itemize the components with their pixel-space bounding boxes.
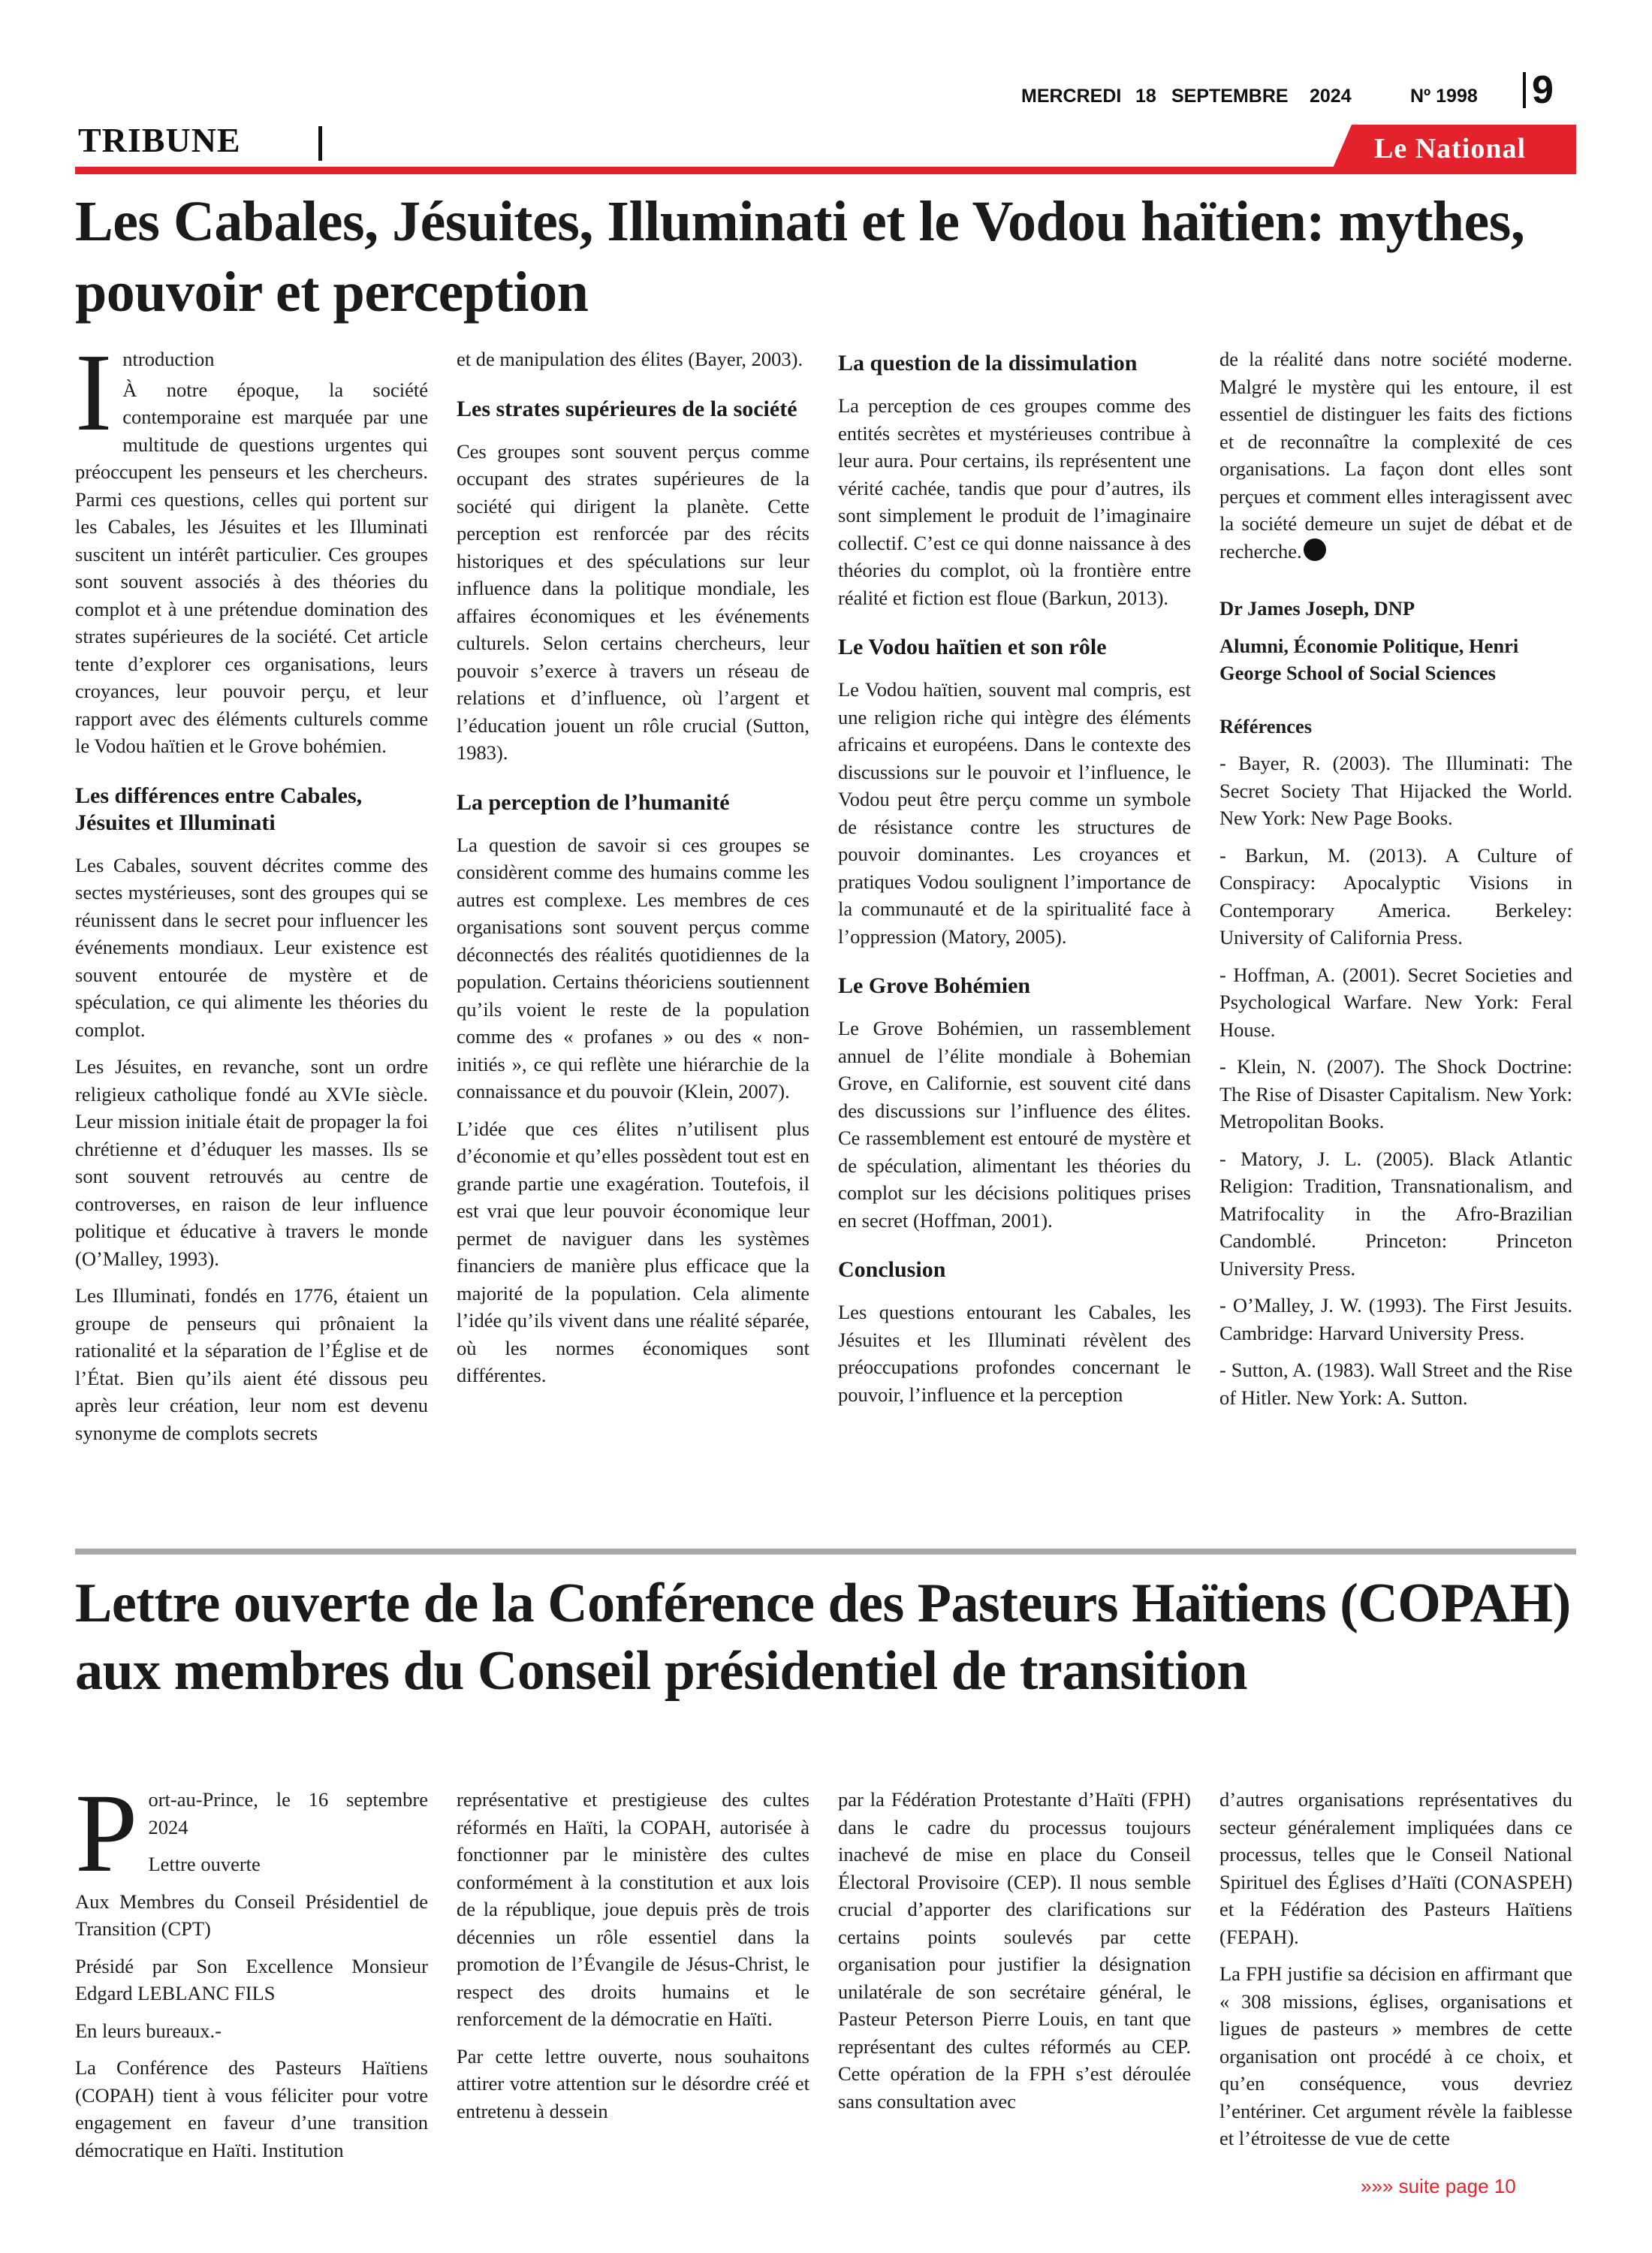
paragraph: Les questions entourant les Cabales, les Jésuites et les Illuminati révèlent des préoccupations profondes concernant le pouvoir, l’influence et la perception [838, 1301, 1191, 1406]
article-1-column-1 [75, 331, 428, 1456]
section-heading: Les strates supérieures de la société [457, 396, 797, 421]
dateline-date: 18 [1135, 86, 1156, 107]
intro-heading: ntroduction [122, 348, 215, 370]
dropcap-letter: P [75, 1771, 138, 1896]
paragraph: À notre époque, la société contemporaine est marquée par une multitude de questions urgentes qui préoccupent les penseurs et les chercheurs. Parmi ces questions, celles qui portent sur les Cabales, les Jésuites et les Illuminati suscitent un intérêt particulier. Ces groupes sont souvent associés à des théories du complot et à une prétendue domination des strates supérieures de la société. Cet article tente d’explorer ces organisations, leurs croyances, leur pouvoir perçu, et leur rapport avec des éléments culturels comme le Vodou haïtien et le Grove bohémien. [75, 378, 428, 757]
reference-item: - Barkun, M. (2013). A Culture of Conspiracy: Apocalyptic Visions in Contemporary America. Berkeley: University of California Press. [1219, 843, 1572, 949]
article-2-column-1 [75, 1771, 428, 2173]
article-2-title: Lettre ouverte de la Conférence des Pasteurs Haïtiens (COPAH) aux membres du Conseil présidentiel de transition [75, 1573, 1571, 1702]
article-1-column-3 [838, 350, 1191, 1418]
article-1-column-4 [1219, 345, 1572, 1421]
paragraph: En leurs bureaux.- [75, 2019, 222, 2042]
article-1-column-2 [457, 345, 809, 1399]
article-2-column-3 [838, 1786, 1191, 2125]
paragraph: Ces groupes sont souvent perçus comme occupant des strates supérieures de la société qui dirigent la planète. Cette perception est renforcée par des récits historiques et des spéculations sur leur influence dans la politique mondiale, les affaires économiques et les événements culturels. Selon certains chercheurs, leur pouvoir s’exerce à travers un réseau de relations et d’influence, où l’argent et l’éducation jouent un rôle crucial (Sutton, 1983). [457, 439, 809, 764]
paragraph: L’idée que ces élites n’utilisent plus d’économie et qu’elles possèdent tout est en grande partie une exagération. Toutefois, il est vrai que leur pouvoir économique leur permet de naviguer dans les systèmes financiers de manière plus efficace que la majorité de la population. Cela alimente l’idée qu’ils vivent dans une réalité séparée, où les normes économiques sont différentes. [457, 1117, 809, 1386]
section-heading: La question de la dissimulation [838, 351, 1138, 376]
section-heading: Le Vodou haïtien et son rôle [838, 635, 1107, 659]
author-name: Dr James Joseph, DNP [1219, 597, 1415, 620]
section-divider [318, 126, 322, 161]
paragraph: et de manipulation des élites (Bayer, 2003). [457, 348, 803, 370]
paragraph: Présidé par Son Excellence Monsieur Edgard LEBLANC FILS [75, 1954, 428, 2004]
references-heading: Références [1219, 714, 1313, 737]
paragraph: Les Jésuites, en revanche, sont un ordre religieux catholique fondé au XVIe siècle. Leur mission initiale était de propager la foi chrétienne et d’éduquer les masses. Ils se sont souvent retrouvés au centre de controverses, en raison de leur influence politique et éducative à travers le monde (O’Malley, 1993). [75, 1055, 428, 1270]
section-heading: Conclusion [838, 1257, 946, 1282]
dateline-year: 2024 [1310, 86, 1352, 107]
section-heading: Le Grove Bohémien [838, 973, 1031, 998]
paragraph: La perception de ces groupes comme des entités secrètes et mystérieuses contribue à leur aura. Pour certains, ils représentent une vérité cachée, tandis que pour d’autres, ils sont simplement le produit de l’imaginaire collectif. C’est ce qui donne naissance à des théories du complot, où la frontière entre réalité et fiction est floue (Barkun, 2013). [838, 394, 1191, 609]
paragraph: Par cette lettre ouverte, nous souhaitons attirer votre attention sur le désordre créé et entretenu à dessein [457, 2044, 809, 2122]
section-heading: Les différences entre Cabales, Jésuites et Illuminati [75, 783, 363, 835]
dateline-day: MERCREDI [1021, 86, 1122, 107]
paragraph: d’autres organisations représentatives du secteur généralement impliquées dans ce processus, telles que le Conseil National Spirituel des Églises d’Haïti (CONASPEH) et la Fédération des Pasteurs Haïtiens (FEPAH). [1219, 1788, 1572, 1948]
paragraph: Les Cabales, souvent décrites comme des sectes mystérieuses, sont des groupes qui se réunissent dans le secret pour influencer les événements mondiaux. Leur existence est souvent entourée de mystère et de spéculation, ce qui alimente les théories du complot. [75, 853, 428, 1041]
paragraph: représentative et prestigieuse des cultes réformés en Haïti, la COPAH, autorisée à fonctionner par le ministère des cultes conformément à la constitution et aux lois de la république, joue depuis près de trois décennies un rôle essentiel dans la promotion de l’Évangile de Jésus-Christ, le respect des droits humains et le renforcement de la démocratie en Haïti. [457, 1788, 809, 2030]
references-list [1219, 749, 1572, 1411]
paragraph: Les Illuminati, fondés en 1776, étaient un groupe de penseurs qui prônaient la rationalité et la séparation de l’Église et de l’État. Bien qu’ils aient été dissous peu après leur création, leur nom est devenu synonyme de complots secrets [75, 1284, 428, 1444]
reference-item: - Sutton, A. (1983). Wall Street and the Rise of Hitler. New York: A. Sutton. [1219, 1359, 1572, 1409]
paragraph: Aux Membres du Conseil Présidentiel de Transition (CPT) [75, 1890, 428, 1940]
issue-number: Nº 1998 [1410, 86, 1478, 107]
dateline-month: SEPTEMBRE [1171, 86, 1289, 107]
article-2-column-2 [457, 1786, 809, 2134]
paragraph: Le Grove Bohémien, un rassemblement annuel de l’élite mondiale à Bohemian Grove, en Californie, est souvent cité dans des discussions sur l’influence des élites. Ce rassemblement est entouré de mystère et de spéculation, alimentant les théories du complot sur les décisions politiques prises en secret (Hoffman, 2001). [838, 1017, 1191, 1232]
paragraph: Le Vodou haïtien, souvent mal compris, est une religion riche qui intègre des éléments africains et européens. Dans le contexte des discussions sur le pouvoir et l’influence, le Vodou peut être perçu comme un symbole de résistance contre les structures de pouvoir dominantes. Les croyances et pratiques Vodou soulignent l’importance de la communauté et de la spiritualité face à l’oppression (Matory, 2005). [838, 678, 1191, 948]
article-1-title: Les Cabales, Jésuites, Illuminati et le Vodou haïtien: mythes, pouvoir et perception [75, 190, 1525, 324]
paragraph: La FPH justifie sa décision en affirmant que « 308 missions, églises, organisations et ligues de pasteurs » membres de cette organisation ont procédé à ce choix, et qu’en conséquence, vous devriez l’entériner. Cet argument révèle la faiblesse et l’étroitesse de vue de cette [1219, 1962, 1572, 2149]
header-rule [75, 167, 1576, 174]
page-number: 9 [1532, 68, 1554, 112]
reference-item: - Matory, J. L. (2005). Black Atlantic Religion: Tradition, Transnationalism, and Matrifocality in the Afro-Brazilian Candomblé. Princeton: Princeton University Press. [1219, 1147, 1572, 1280]
reference-item: - Bayer, R. (2003). The Illuminati: The Secret Society That Hijacked the World. New York: New Page Books. [1219, 752, 1572, 829]
paragraph: Lettre ouverte [148, 1853, 261, 1875]
continued-on-page-link[interactable]: »»» suite page 10 [1361, 2175, 1516, 2197]
section-heading: La perception de l’humanité [457, 789, 730, 815]
section-label: TRIBUNE [78, 121, 241, 159]
issue-dateline [1021, 81, 1487, 111]
article-2-column-4 [1219, 1786, 1572, 2162]
reference-item: - Klein, N. (2007). The Shock Doctrine: The Rise of Disaster Capitalism. New York: Metropolitan Books. [1219, 1055, 1572, 1133]
paragraph: La Conférence des Pasteurs Haïtiens (COPAH) tient à vous féliciter pour votre engagement en faveur d’une transition démocratique en Haïti. Institution [75, 2056, 428, 2161]
article-separator [75, 1549, 1576, 1555]
letter-dateline: ort-au-Prince, le 16 septembre 2024 [148, 1788, 428, 1838]
end-of-article-mark [1304, 538, 1326, 561]
paragraph: de la réalité dans notre société moderne. Malgré le mystère qui les entoure, il est essentiel de distinguer les faits des fictions et de reconnaître la complexité de ces organisations. La façon dont elles sont perçues et comment elles interagissent avec la société demeure un sujet de débat et de recherche. [1219, 348, 1572, 562]
reference-item: - O’Malley, J. W. (1993). The First Jesuits. Cambridge: Harvard University Press. [1219, 1294, 1572, 1344]
paragraph: par la Fédération Protestante d’Haïti (FPH) dans le cadre du processus toujours inachevé de mise en place du Conseil Électoral Provisoire (CEP). Il nous semble crucial d’apporter des clarifications sur certains points soulevés par cette organisation pour justifier la désignation unilatérale de son secrétaire général, le Pasteur Peterson Pierre Louis, en tant que représentant des cultes réformés au CEP. Cette opération de la FPH s’est déroulée sans consultation avec [838, 1788, 1191, 2113]
author-affiliation: Alumni, Économie Politique, Henri George School of Social Sciences [1219, 634, 1519, 684]
header-divider [1523, 72, 1526, 108]
reference-item: - Hoffman, A. (2001). Secret Societies and Psychological Warfare. New York: Feral House. [1219, 963, 1572, 1041]
dropcap-letter: I [75, 331, 113, 454]
paragraph: La question de savoir si ces groupes se considèrent comme des humains comme les autres est complexe. Les membres de ces organisations sont souvent perçus comme déconnectés des réalités quotidiennes de la population. Certains théoriciens soutiennent qu’ils voient le reste de la population comme des « profanes » ou des « non-initiés », ce qui reflète une hiérarchie de la connaissance et du pouvoir (Klein, 2007). [457, 833, 809, 1102]
publication-name: Le National [1374, 133, 1527, 164]
